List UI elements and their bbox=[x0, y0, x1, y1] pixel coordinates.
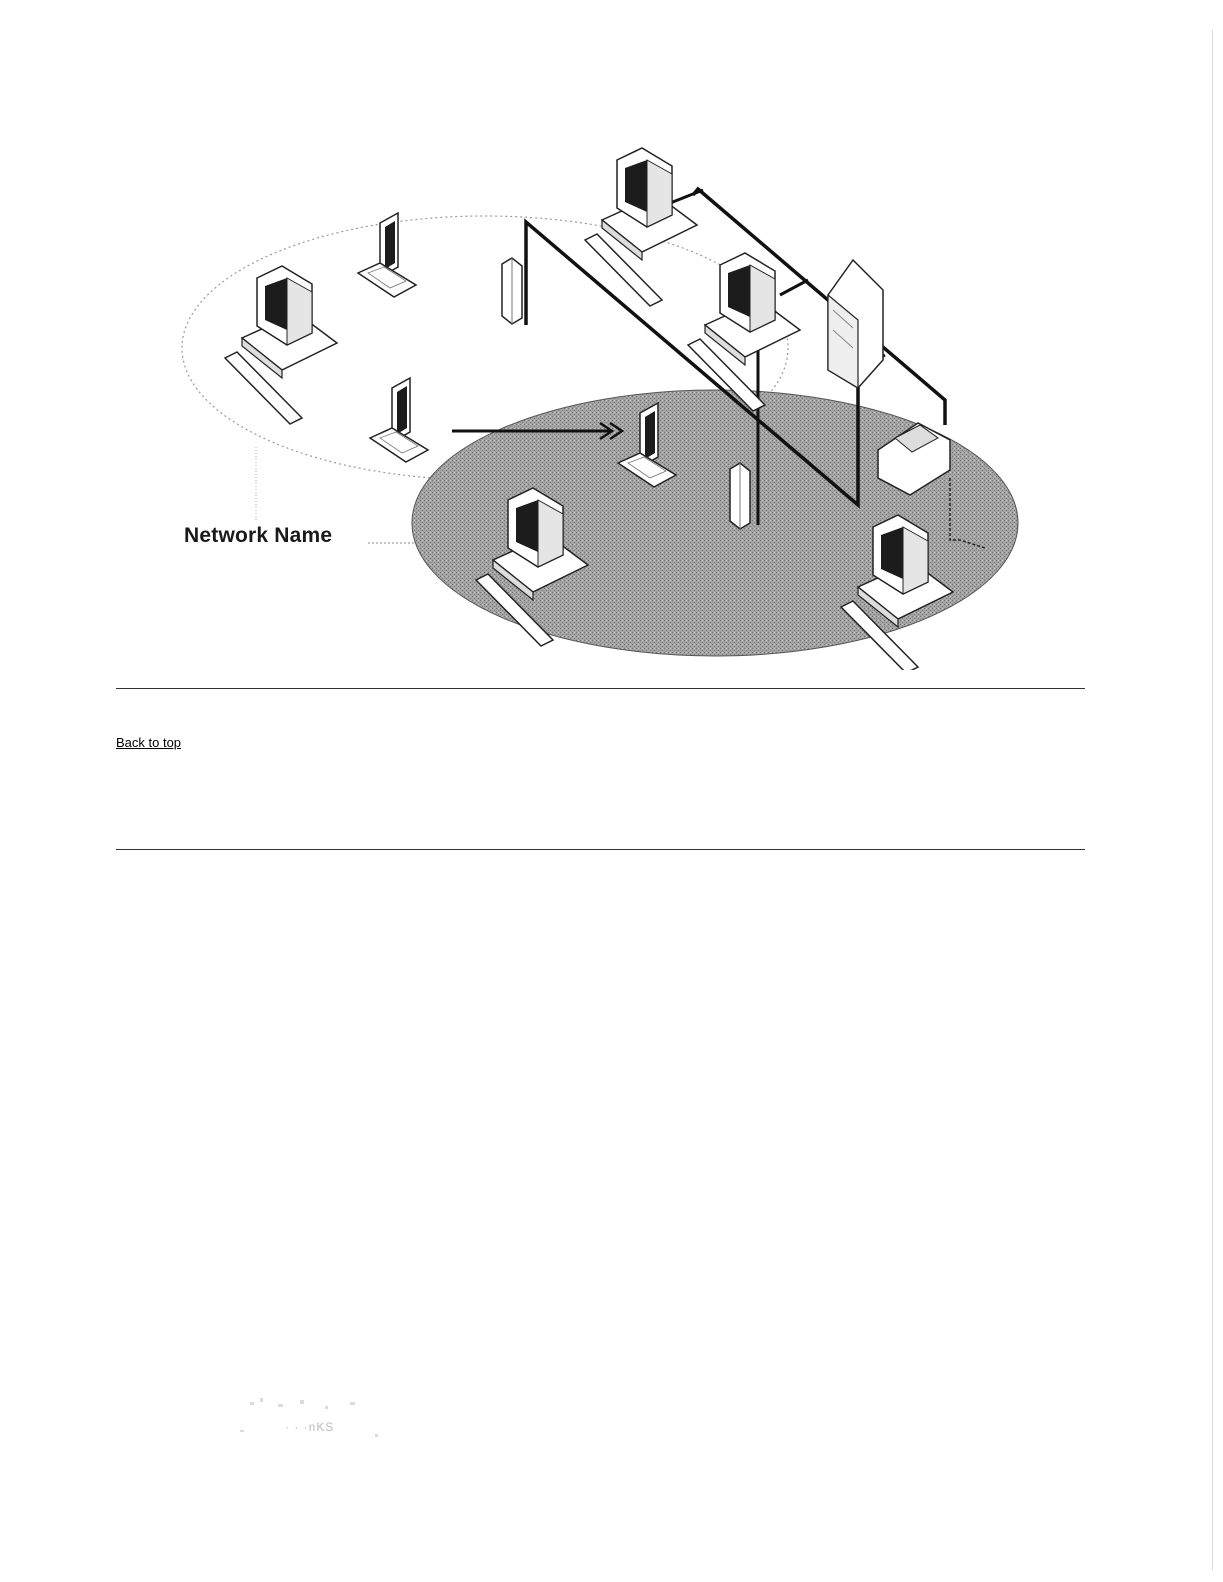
top-divider bbox=[116, 688, 1085, 689]
stamp-text: · · ·nKS bbox=[285, 1420, 335, 1434]
back-to-top-link[interactable]: Back to top bbox=[116, 735, 182, 750]
page-edge bbox=[1212, 30, 1213, 1570]
bottom-divider bbox=[116, 849, 1085, 850]
network-name-label: Network Name bbox=[184, 524, 333, 547]
wireless-network-diagram bbox=[170, 145, 1050, 670]
